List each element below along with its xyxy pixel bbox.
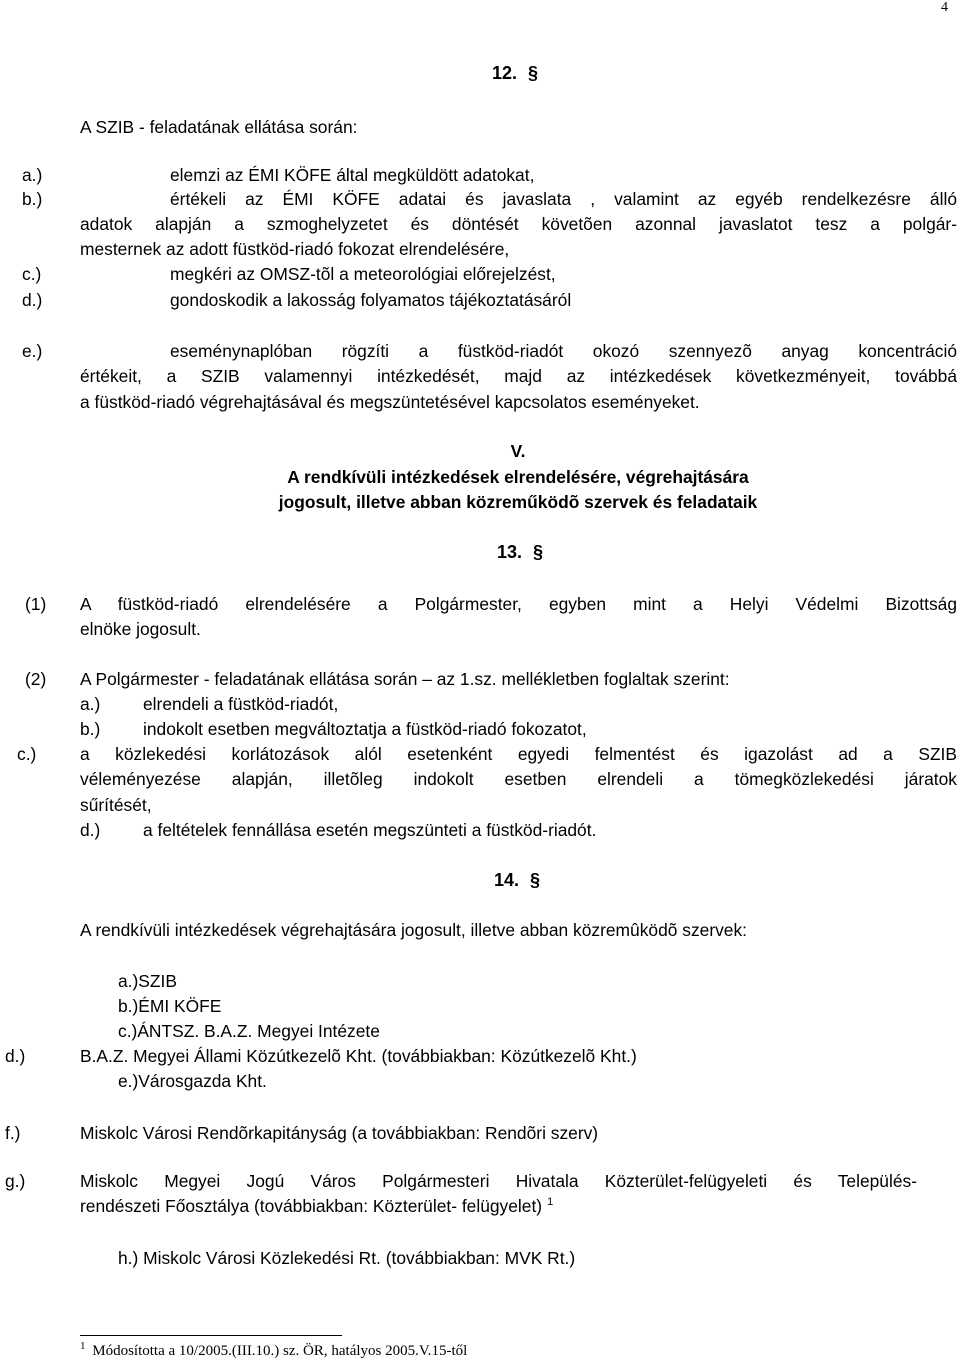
chapter-title-line1: A rendkívüli intézkedések elrendelésére, végrehajtására [287, 467, 749, 487]
list-item-b-line3: mesternek az adott füstköd-riadó fokozat elrendelésére, [80, 239, 510, 259]
paragraph-label-2: (2) [25, 669, 47, 689]
paragraph-label-1: (1) [25, 594, 47, 614]
org-item-a: a.)SZIB [118, 971, 177, 991]
org-item-e: e.)Városgazda Kht. [118, 1071, 267, 1091]
page-number: 4 [941, 0, 948, 15]
section-number: 14. [494, 870, 520, 890]
chapter-number: V. [510, 441, 526, 461]
list-item-a: elrendeli a füstköd-riadót, [143, 694, 339, 714]
list-label-c: c.) [17, 744, 37, 764]
list-item-c-line1: a közlekedési korlátozások alól esetenként egyedi felmentést és igazolást ad a SZIB [80, 744, 957, 764]
paragraph-1-line2: elnöke jogosult. [80, 619, 201, 639]
org-item-h: h.) Miskolc Városi Közlekedési Rt. (továbbiakban: MVK Rt.) [118, 1248, 576, 1268]
list-item-b-line2: adatok alapján a szmoghelyzetet és döntését követõen azonnal javaslatot tesz a polgár- [80, 214, 957, 234]
section-number: 13. [497, 542, 523, 562]
list-label-b: b.) [22, 189, 43, 209]
section-14-heading [494, 870, 540, 891]
list-label-d: d.) [80, 820, 101, 840]
list-item-c-line2: véleményezése alapján, illetõleg indokolt esetben elrendeli a tömegközlekedési járatok [80, 769, 957, 789]
org-item-c: c.)ÁNTSZ. B.A.Z. Megyei Intézete [118, 1021, 380, 1041]
list-label-d: d.) [22, 290, 43, 310]
section-12-intro: A SZIB - feladatának ellátása során: [80, 117, 358, 137]
org-item-f: Miskolc Városi Rendõrkapitányság (a továbbiakban: Rendõri szerv) [80, 1123, 599, 1143]
list-item-d: gondoskodik a lakosság folyamatos tájékoztatásáról [170, 290, 572, 310]
list-item-e-line2: értékeit, a SZIB valamennyi intézkedését, majd az intézkedések következményeit, továbbá [80, 366, 957, 386]
org-item-g-line2 [80, 1196, 553, 1216]
list-label-a: a.) [22, 165, 43, 185]
section-sign-icon: § [528, 63, 539, 83]
org-item-g-text: rendészeti Főosztálya (továbbiakban: Közterület- felügyelet) [80, 1196, 543, 1216]
paragraph-1-line1: A füstköd-riadó elrendelésére a Polgármester, egyben mint a Helyi Védelmi Bizottság [80, 594, 957, 614]
list-item-e-line1: eseménynaplóban rögzíti a füstköd-riadót okozó szennyezõ anyag koncentráció [170, 341, 957, 361]
org-item-b: b.)ÉMI KÖFE [118, 996, 222, 1016]
list-item-b: indokolt esetben megváltoztatja a füstköd-riadó fokozatot, [143, 719, 587, 739]
org-label-g: g.) [5, 1171, 26, 1191]
list-item-c: megkéri az OMSZ-tõl a meteorológiai előrejelzést, [170, 264, 556, 284]
footnote-text: Módosította a 10/2005.(III.10.) sz. ÖR, hatályos 2005.V.15-től [92, 1343, 468, 1359]
section-number: 12. [492, 63, 518, 83]
chapter-title-line2: jogosult, illetve abban közreműködõ szervek és feladataik [278, 492, 758, 512]
list-label-c: c.) [22, 264, 42, 284]
list-label-a: a.) [80, 694, 101, 714]
org-label-f: f.) [5, 1123, 21, 1143]
paragraph-2-line1: A Polgármester - feladatának ellátása során – az 1.sz. mellékletben foglaltak szerint: [80, 669, 730, 689]
list-item-c-line3: sűrítését, [80, 795, 152, 815]
list-label-e: e.) [22, 341, 43, 361]
org-label-d: d.) [5, 1046, 26, 1066]
section-13-heading [497, 542, 543, 563]
list-item-e-line3: a füstköd-riadó végrehajtásával és megszüntetésével kapcsolatos eseményeket. [80, 392, 700, 412]
list-item-d: a feltételek fennállása esetén megszünteti a füstköd-riadót. [143, 820, 597, 840]
footnote-separator [80, 1335, 342, 1336]
org-item-d: B.A.Z. Megyei Állami Közútkezelõ Kht. (továbbiakban: Közútkezelõ Kht.) [80, 1046, 637, 1066]
list-item-b-line1: értékeli az ÉMI KÖFE adatai és javaslata , valamint az egyéb rendelkezésre álló [170, 189, 957, 209]
section-14-intro: A rendkívüli intézkedések végrehajtására jogosult, illetve abban közremûködõ szervek: [80, 920, 748, 940]
footnote-number: 1 [80, 1340, 86, 1352]
footnote [80, 1340, 468, 1360]
section-12-heading [492, 63, 538, 84]
section-sign-icon: § [533, 542, 544, 562]
footnote-reference: 1 [547, 1196, 554, 1209]
list-label-b: b.) [80, 719, 101, 739]
section-sign-icon: § [530, 870, 541, 890]
list-item-a: elemzi az ÉMI KÖFE által megküldött adatokat, [170, 165, 535, 185]
org-item-g-line1: Miskolc Megyei Jogú Város Polgármesteri Hivatala Közterület-felügyeleti és Település- [80, 1171, 917, 1191]
